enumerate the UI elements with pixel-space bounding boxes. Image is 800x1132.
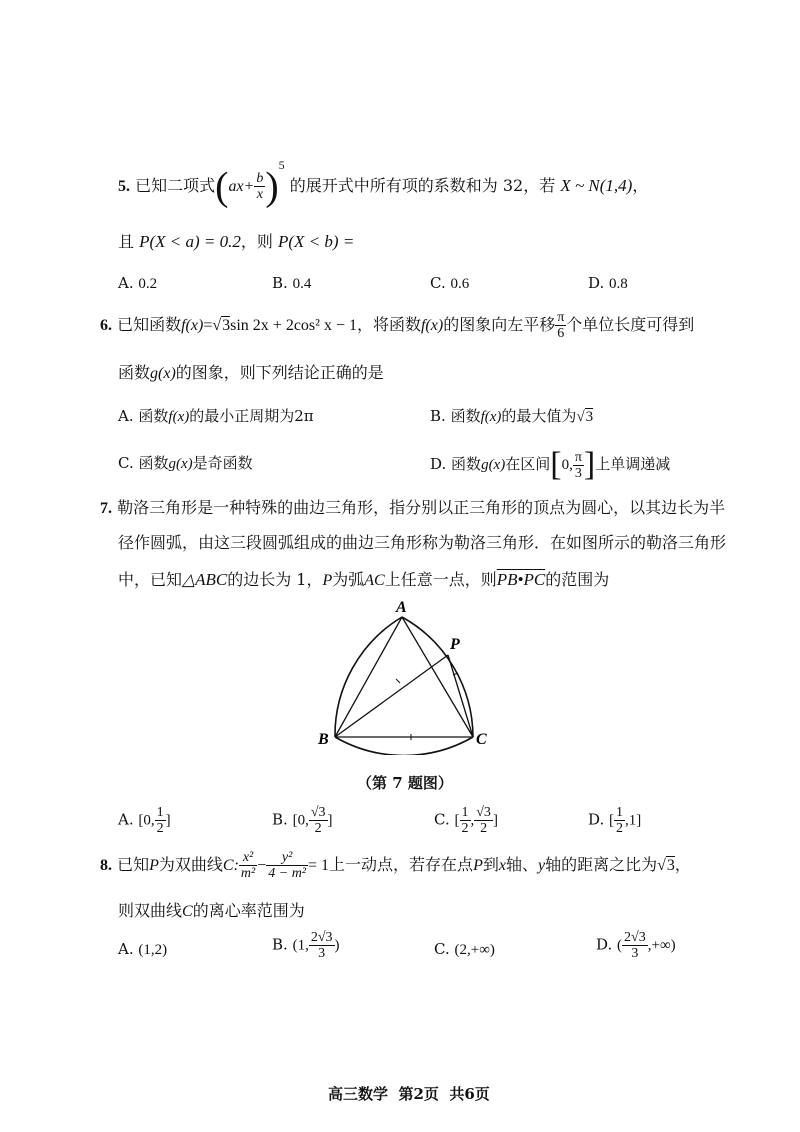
question-8-line-2 [118,898,305,921]
option-a[interactable]: A. 函数f(x)的最小正周期为2π [118,407,314,425]
option-d[interactable]: D. 0.8 [588,274,628,292]
page-footer: 高三数学 第2页 共6页 [328,1085,490,1103]
label-a: A [396,599,407,616]
question-text: 已知 [117,855,150,874]
question-7-line-1 [100,495,725,518]
option-b[interactable]: B. 函数f(x)的最大值为√3 [430,407,594,425]
question-text: 个单位长度可得到 [566,315,695,334]
math-expr: P [149,857,159,874]
question-number: 6. [100,317,112,334]
punctuation: ， [632,176,649,195]
label-p: P [450,636,460,653]
figure-caption: （第 7 题图） [357,774,453,792]
sqrt-symbol: √ [212,317,222,334]
question-text: 为弧 [332,570,365,589]
question-7-line-3 [118,567,609,590]
option-b[interactable]: B. [0, $\frac{√3}{2}$ ] [272,805,333,836]
question-text: 的图象，则下列结论正确的是 [175,363,384,382]
math-expr: P [322,572,333,589]
option-b[interactable]: B. (1, $\frac{2√3}{3}$ ) [272,930,340,961]
question-number: 8. [100,857,112,874]
option-d[interactable]: D. 函数g(x)在区间[0, $\frac{\pi}{3}$ ]上单调递减 [430,446,671,483]
triangle-side-ac [402,617,473,737]
question-text: 径作圆弧，由这三段圆弧组成的曲边三角形称为勒洛三角形．在如图所示的勒洛三角形 [118,533,727,552]
question-number: 7. [100,500,112,517]
option-d[interactable]: D. [ $\frac{1}{2}$ ,1] [588,805,642,836]
math-expr: △ABC [182,570,228,589]
triangle-side-ab [335,617,402,737]
math-expr: f(x) [420,317,444,334]
math-expr: P(X < b) = [278,232,355,251]
question-8-line-1: 8. 已知P为双曲线C: $\frac{\text{x²}}{\text{m²}}$ − $\frac{\text{y²}}{\text{4 − m²}}$ = 1上一动点，若存在点P到x轴、y轴的距离之比为√3， [100,850,691,881]
question-6-line-1 [100,310,694,341]
math-expr: sin 2x + 2cos² x − 1 [230,317,357,334]
math-expr: C [182,903,193,920]
math-expr: g(x) [150,365,176,382]
math-expr: f(x) [181,317,204,334]
option-c[interactable]: C. (2,+∞) [434,940,495,958]
question-text: 的范围为 [545,570,610,589]
question-6-line-2 [118,360,384,383]
fraction: $\frac{b}{x}$ [256,171,264,202]
question-7-line-2 [118,530,726,553]
equals-sign: = [203,317,213,334]
question-text: 中，已知 [118,570,183,589]
option-a[interactable]: A. 0.2 [118,274,158,292]
question-text: 上任意一点，则 [384,570,497,589]
label-b: B [318,731,329,748]
label-c: C [476,731,487,748]
option-a[interactable]: A. [0, $\frac{1}{2}$ ] [118,805,171,836]
left-paren: ( [215,163,229,209]
question-text: 的展开式中所有项的系数和为 32，若 [289,176,556,195]
question-text: 且 [118,232,135,251]
question-5-line-2 [118,229,354,252]
question-text: 函数 [118,363,151,382]
option-c[interactable]: C. [ $\frac{1}{2}$ , $\frac{√3}{2}$ ] [434,805,498,836]
question-text: 已知二项式 [135,176,216,195]
sqrt-value: 3 [222,317,231,334]
question-text: 的离心率范围为 [192,901,305,920]
math-expr: P(X < a) = 0.2 [139,232,241,251]
math-expr: ax+ [228,178,255,195]
reuleaux-triangle-figure [310,595,500,755]
right-paren: ) [265,163,279,209]
question-text: 勒洛三角形是一种特殊的曲边三角形，指分别以正三角形的顶点为圆心，以其边长为半 [117,498,726,517]
question-5-line-1 [118,158,648,207]
tick-mark [396,679,400,683]
exponent: 5 [278,158,285,172]
reuleaux-arc-bc [335,737,473,755]
math-expr: C: [222,857,239,874]
segment-pb [335,655,448,737]
question-text: ，则 [240,232,273,251]
option-a[interactable]: A. (1,2) [118,940,168,958]
math-expr: AC [364,572,385,589]
segment-pc [448,655,473,737]
option-d[interactable]: D. ( $\frac{2√3}{3}$ ,+∞) [596,930,676,961]
question-text: 的边长为 1， [227,570,323,589]
question-text: 则双曲线 [118,901,183,920]
option-c[interactable]: C. 函数g(x)是奇函数 [118,454,253,472]
math-expr: X ~ N(1,4) [560,176,633,195]
question-text: 的图象向左平移 [443,315,556,334]
fraction: $\frac{\pi}{6}$ [557,310,565,341]
question-text: 已知函数 [117,315,182,334]
question-text: 为双曲线 [158,855,223,874]
question-text: 上一动点，若存在点 [329,855,474,874]
math-expr: PB•PC [496,570,546,589]
question-number: 5. [118,178,130,195]
option-c[interactable]: C. 0.6 [430,274,470,292]
question-text: ，将函数 [356,315,421,334]
option-b[interactable]: B. 0.4 [272,274,312,292]
